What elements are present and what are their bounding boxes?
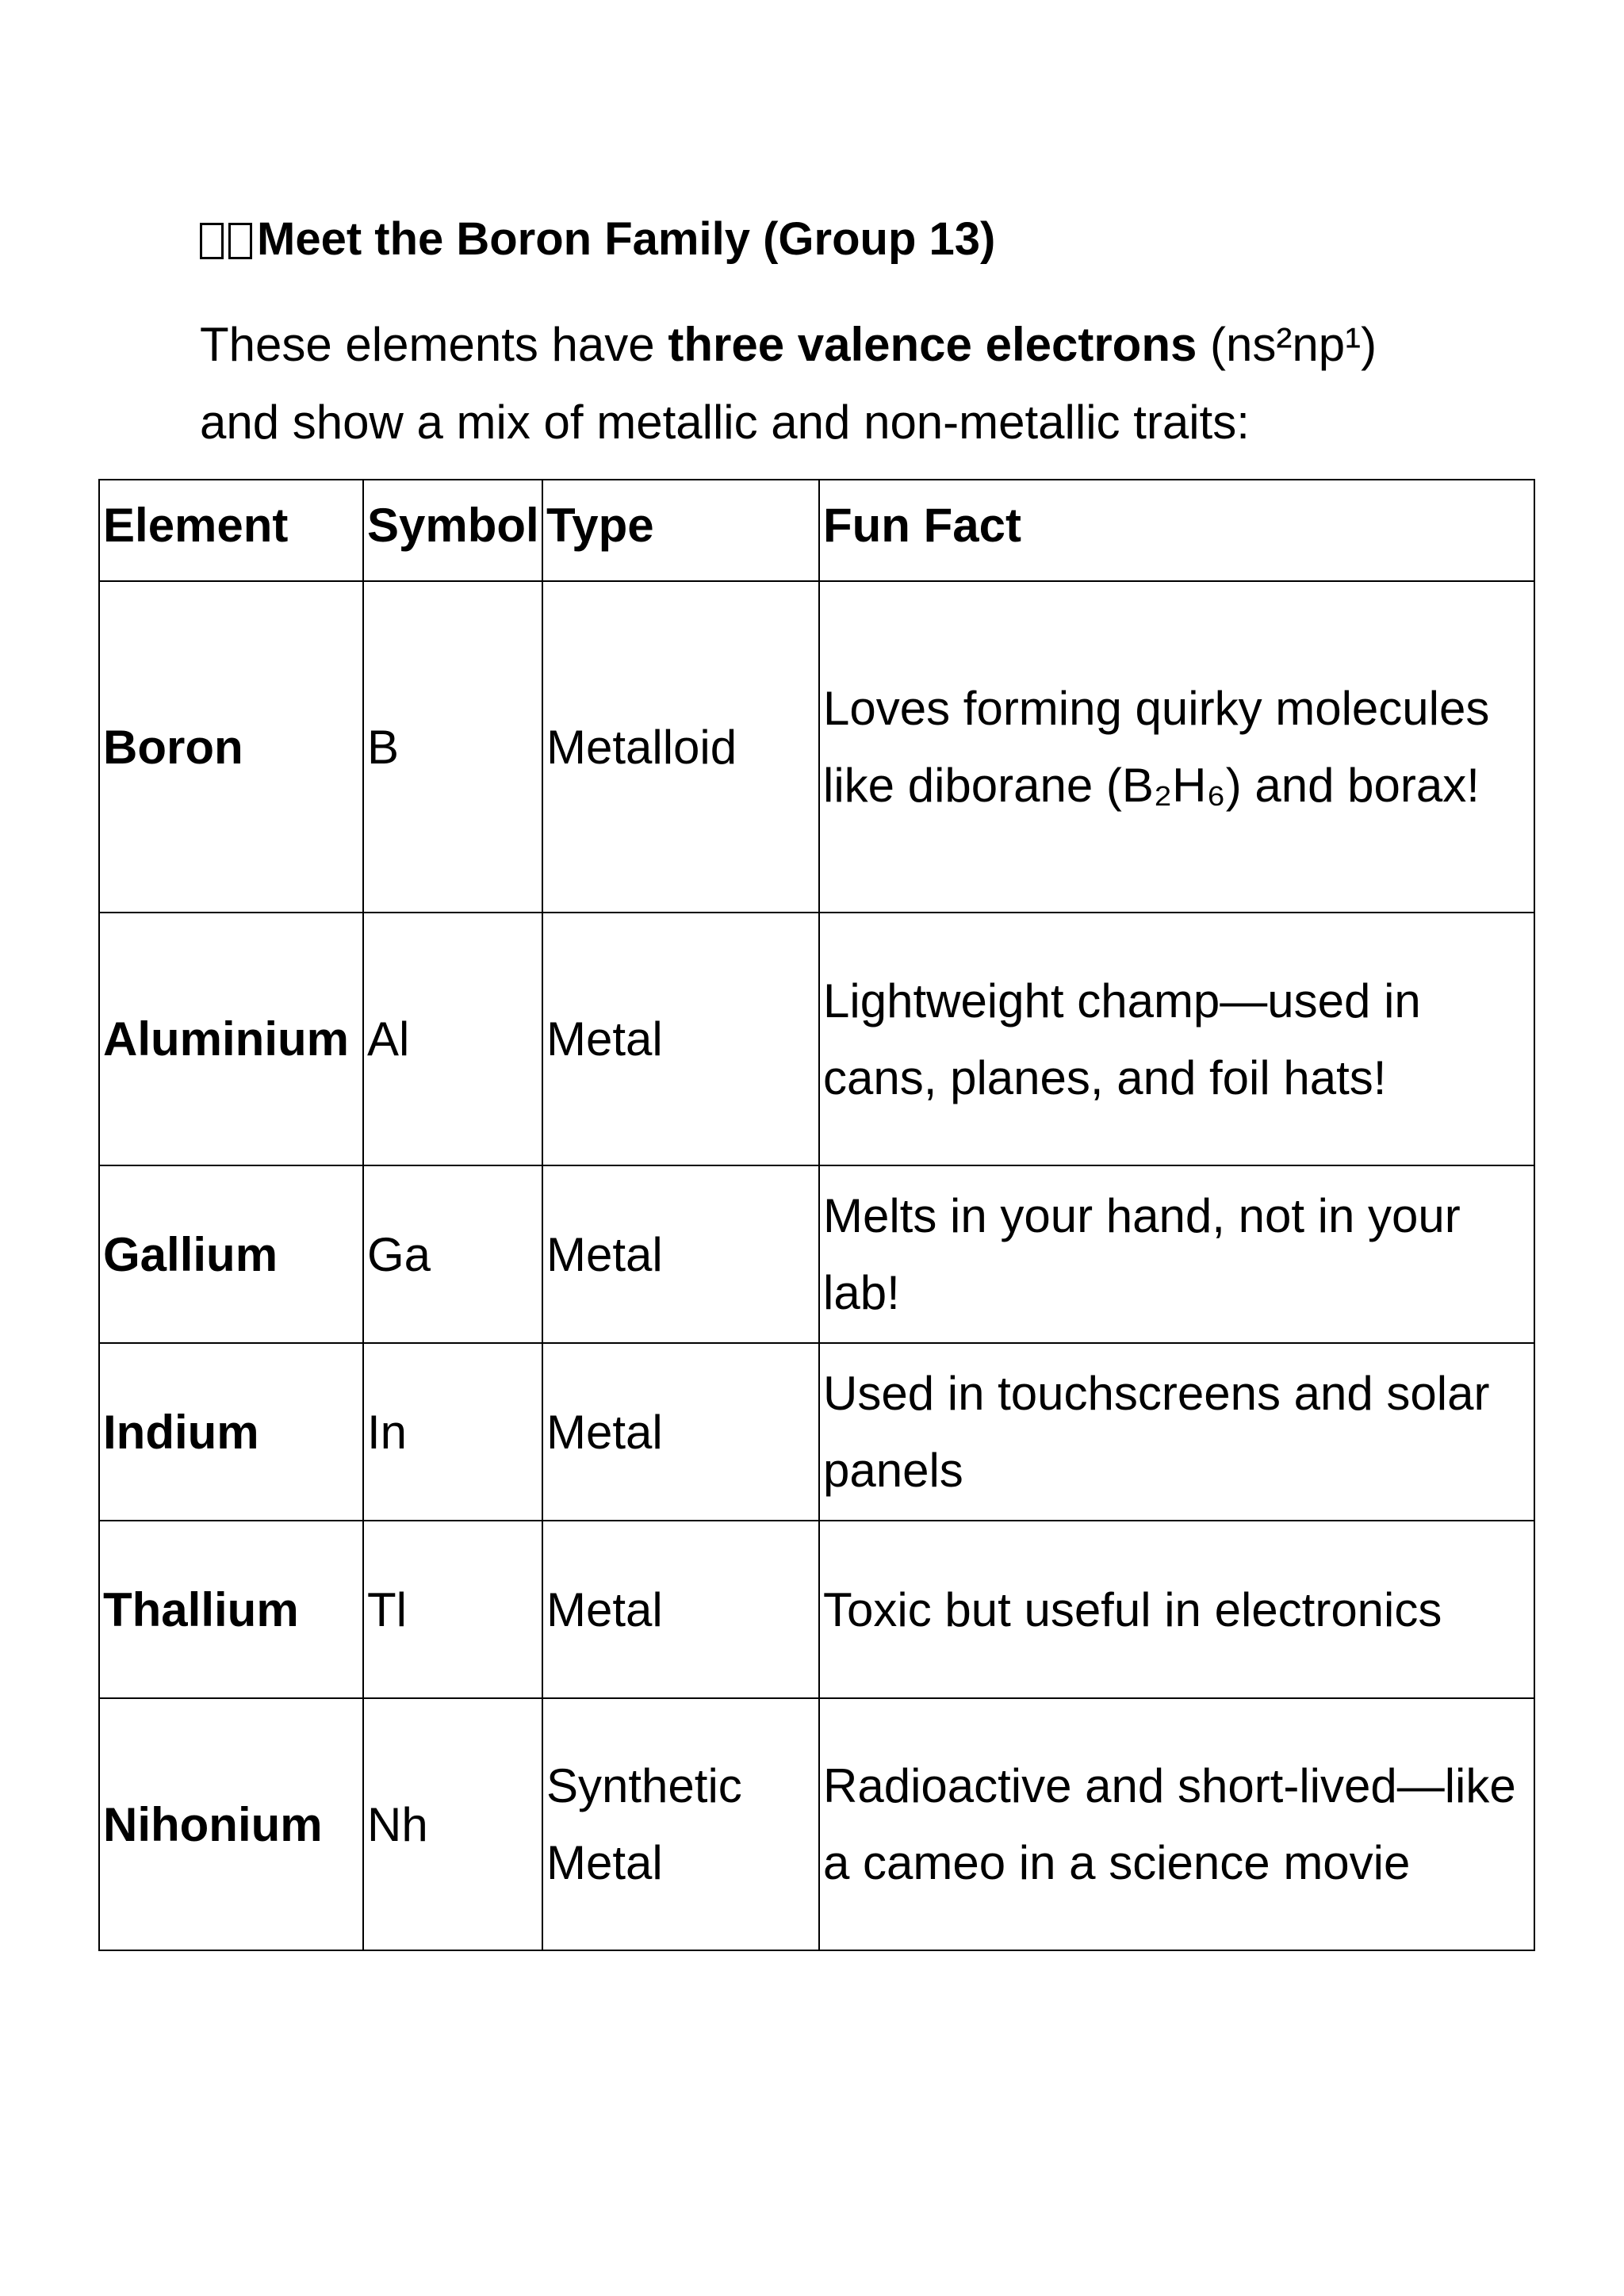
header-element: Element	[99, 480, 363, 581]
fact-cell: Radioactive and short-lived—like a cameo in a science movie	[819, 1698, 1534, 1950]
symbol-cell: In	[363, 1343, 542, 1521]
header-symbol: Symbol	[363, 480, 542, 581]
fact-cell: Melts in your hand, not in your lab!	[819, 1165, 1534, 1343]
type-cell: Metal	[542, 913, 819, 1165]
symbol-cell: Al	[363, 913, 542, 1165]
fact-cell: Used in touchscreens and solar panels	[819, 1343, 1534, 1521]
fact-cell: Loves forming quirky molecules like diborane (B₂H₆) and borax!	[819, 581, 1534, 913]
table-row	[99, 1521, 1534, 1698]
missing-glyph-icon	[228, 223, 252, 259]
symbol-cell: Ga	[363, 1165, 542, 1343]
type-cell: Synthetic Metal	[542, 1698, 819, 1950]
intro-bold: three valence electrons	[668, 318, 1197, 371]
symbol-cell: Tl	[363, 1521, 542, 1698]
header-type: Type	[542, 480, 819, 581]
table-row	[99, 913, 1534, 1165]
element-cell: Gallium	[99, 1165, 363, 1343]
symbol-cell: Nh	[363, 1698, 542, 1950]
heading-title: Meet the Boron Family (Group 13)	[257, 213, 996, 265]
element-cell: Indium	[99, 1343, 363, 1521]
element-cell: Aluminium	[99, 913, 363, 1165]
symbol-cell: B	[363, 581, 542, 913]
intro-line2: and show a mix of metallic and non-metallic traits:	[200, 396, 1250, 449]
type-cell: Metal	[542, 1343, 819, 1521]
table-row	[99, 1165, 1534, 1343]
header-fun-fact: Fun Fact	[819, 480, 1534, 581]
element-cell: Nihonium	[99, 1698, 363, 1950]
table-row	[99, 581, 1534, 913]
missing-glyph-icon	[200, 223, 224, 259]
intro-paragraph	[200, 306, 1377, 461]
table-row	[99, 1343, 1534, 1521]
fact-cell: Lightweight champ—used in cans, planes, and foil hats!	[819, 913, 1534, 1165]
intro-prefix: These elements have	[200, 318, 668, 371]
element-cell: Thallium	[99, 1521, 363, 1698]
element-cell: Boron	[99, 581, 363, 913]
type-cell: Metalloid	[542, 581, 819, 913]
type-cell: Metal	[542, 1165, 819, 1343]
intro-suffix: (ns²np¹)	[1197, 318, 1377, 371]
type-cell: Metal	[542, 1521, 819, 1698]
page-heading	[200, 208, 995, 271]
table-row	[99, 1698, 1534, 1950]
fact-cell: Toxic but useful in electronics	[819, 1521, 1534, 1698]
elements-table	[98, 479, 1535, 1951]
table-header-row	[99, 480, 1534, 581]
